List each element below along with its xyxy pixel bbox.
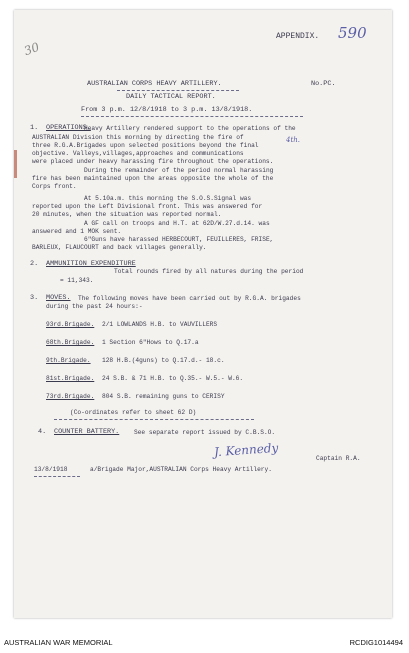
section-1-line: reported upon the Left Divisional front. This was answered for — [32, 203, 263, 210]
section-3-line: The following moves have been carried out by R.G.A. brigades — [78, 295, 301, 302]
section-1-line: During the remainder of the period normal harassing — [84, 167, 274, 174]
section-4-text: See separate report issued by C.B.S.O. — [134, 429, 276, 436]
move-brigade: 93rd.Brigade. — [46, 321, 95, 328]
section-1-line: Heavy Artillery rendered support to the operations of the — [84, 125, 296, 132]
section-1-line: three R.G.A.Brigades upon selected positions beyond the final — [32, 142, 259, 149]
section-1-heading: OPERATIONS. — [46, 124, 91, 132]
section-1-line: objective. Valleys,villages,approaches and communications — [32, 150, 244, 157]
section-4-heading: COUNTER BATTERY. — [54, 428, 120, 436]
footer-right: RCDIG1014494 — [349, 638, 403, 647]
section-1-line: BARLEUX, FLAUCOURT and back villages generally. — [32, 244, 207, 251]
document-page — [14, 10, 392, 618]
captain-line: Captain R.A. — [316, 455, 361, 462]
section-2-number: 2. — [30, 260, 39, 268]
section-1-line: 6"Guns have harassed HERBECOURT, FEUILLERES, FRISE, — [84, 236, 274, 243]
report-title: DAILY TACTICAL REPORT. — [126, 93, 216, 101]
move-detail: 24 S.B. & 71 H.B. to Q.35.- W.5.- W.6. — [102, 375, 244, 382]
period-rule — [81, 116, 303, 117]
section-3-line: during the past 24 hours:- — [46, 303, 143, 310]
move-brigade: 81st.Brigade. — [46, 375, 95, 382]
move-brigade: 68th.Brigade. — [46, 339, 95, 346]
signature: J. Kennedy — [213, 440, 279, 460]
report-period: From 3 p.m. 12/8/1918 to 3 p.m. 13/8/1918. — [81, 106, 253, 114]
section-1-line: answered and 1 MOK sent. — [32, 228, 122, 235]
section-1-line: Corps front. — [32, 183, 77, 190]
division-annotation: 4th. — [286, 136, 300, 144]
move-detail: 2/1 LOWLANDS H.B. to VAUVILLERS — [102, 321, 218, 328]
unit-title: AUSTRALIAN CORPS HEAVY ARTILLERY. — [87, 80, 222, 88]
signoff-line: a/Brigade Major,AUSTRALIAN Corps Heavy Artillery. — [90, 466, 272, 473]
move-brigade: 9th.Brigade. — [46, 357, 91, 364]
section-1-line: AUSTRALIAN Division this morning by directing the fire of — [32, 134, 244, 141]
move-detail: 804 S.B. remaining guns to CERISY — [102, 393, 225, 400]
footer-left: AUSTRALIAN WAR MEMORIAL — [4, 638, 113, 647]
section-1-line: 20 minutes, when the situation was reported normal. — [32, 211, 222, 218]
section-1-line: At 5.10a.m. this morning the S.O.S.Signal was — [84, 195, 252, 202]
header-rule — [117, 90, 239, 91]
section-1-line: A GF call on troops and H.T. at 62D/W.27.d.14. was — [84, 220, 270, 227]
signoff-rule — [34, 476, 80, 477]
coordinates-note: (Co-ordinates refer to sheet 62 D) — [70, 409, 197, 416]
appendix-label: APPENDIX. — [276, 32, 320, 41]
section-1-line: were placed under heavy harassing fire throughout the operations. — [32, 158, 274, 165]
section-3-heading: MOVES. — [46, 294, 71, 302]
section-1-line: fire has been maintained upon the areas opposite the whole of the — [32, 175, 274, 182]
move-detail: 128 H.B.(4guns) to Q.17.d.- 18.c. — [102, 357, 225, 364]
section-4-number: 4. — [38, 428, 47, 436]
note-rule — [54, 419, 254, 420]
folio-number: 590 — [338, 24, 367, 42]
margin-mark — [14, 150, 17, 178]
section-2-line: Total rounds fired by all natures during the period — [114, 268, 304, 275]
section-1-number: 1. — [30, 124, 39, 132]
section-3-number: 3. — [30, 294, 39, 302]
date-line: 13/8/1918 — [34, 466, 68, 473]
section-2-total: = 11,343. — [60, 277, 94, 284]
move-brigade: 73rd.Brigade. — [46, 393, 95, 400]
report-number: No.PC. — [311, 80, 336, 88]
section-2-heading: AMMUNITION EXPENDITURE — [46, 260, 136, 268]
move-detail: 1 Section 6"Hows to Q.17.a — [102, 339, 199, 346]
pencil-note: 30 — [22, 39, 42, 59]
